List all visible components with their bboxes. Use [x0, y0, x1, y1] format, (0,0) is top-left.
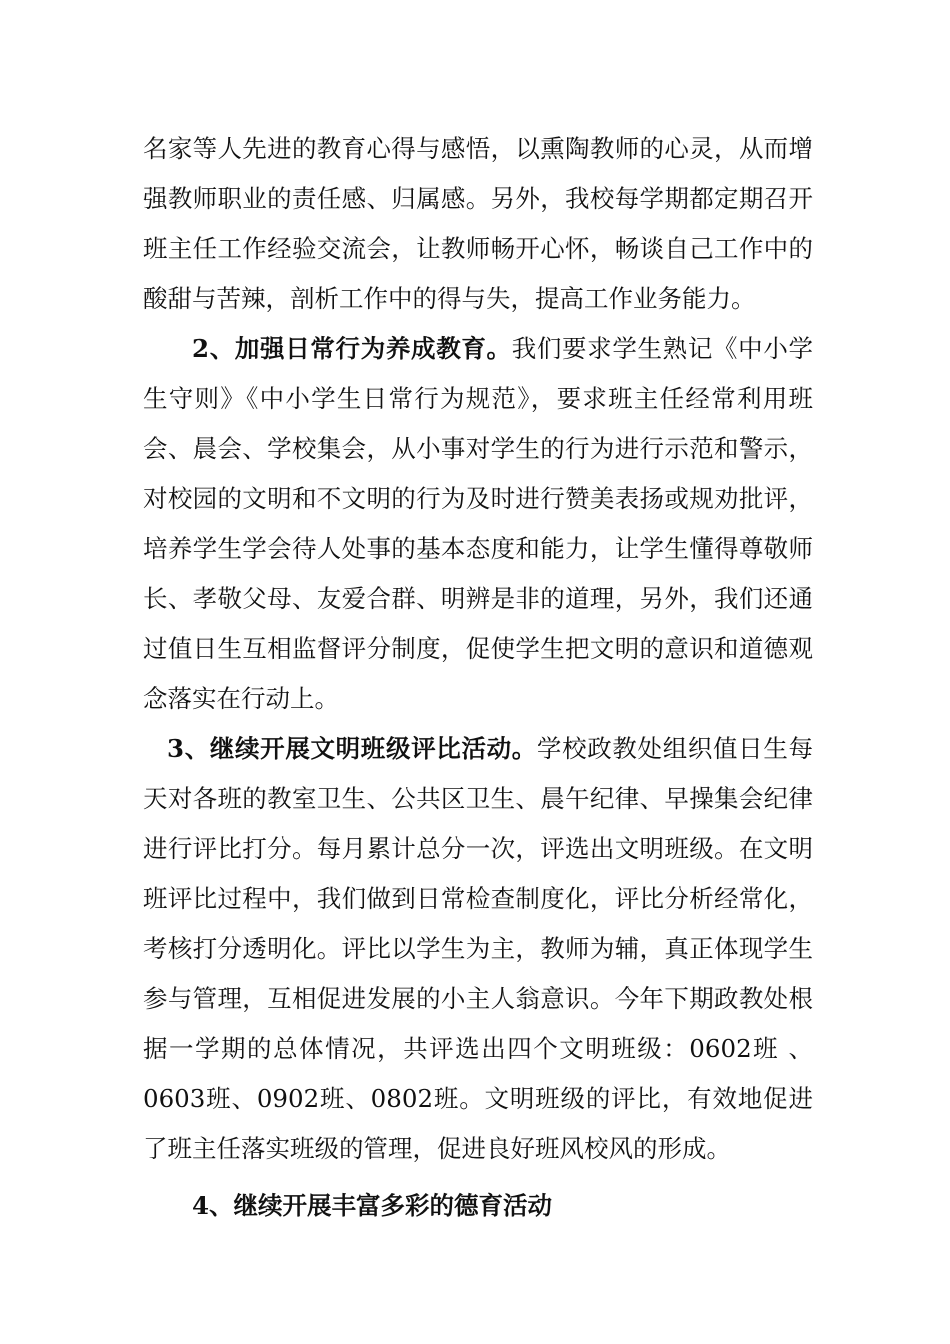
- section-heading-moral-activities: 4、继续开展丰富多彩的德育活动: [192, 1191, 553, 1220]
- section-heading-civilized-class: 3、继续开展文明班级评比活动。: [167, 734, 537, 763]
- paragraph-text: 我们要求学生熟记《中小学生守则》《中小学生日常行为规范》，要求班主任经常利用班会、晨会、学校集会，从小事对学生的行为进行示范和警示，对校园的文明和不文明的行为及时进行赞美表扬或规劝批评，培养学生学会待人处事的基本态度和能力，让学生懂得尊敬师长、孝敬父母、友爱合群、明辨是非的道理，另外，我们还通过值日生互相监督评分制度，促使学生把文明的意识和道德观念落实在行动上。: [143, 334, 813, 713]
- paragraph-moral-activities: [143, 1181, 813, 1231]
- paragraph-teacher-training: [143, 124, 813, 324]
- section-heading-daily-behavior: 2、加强日常行为养成教育。: [192, 334, 512, 363]
- paragraph-daily-behavior: [143, 324, 813, 724]
- document-body: [143, 124, 813, 1231]
- paragraph-civilized-class: [143, 724, 813, 1174]
- paragraph-text: 名家等人先进的教育心得与感悟，以熏陶教师的心灵，从而增强教师职业的责任感、归属感。另外，我校每学期都定期召开班主任工作经验交流会，让教师畅开心怀，畅谈自己工作中的酸甜与苦辣，剖析工作中的得与失，提高工作业务能力。: [143, 134, 813, 313]
- paragraph-text: 学校政教处组织值日生每天对各班的教室卫生、公共区卫生、晨午纪律、早操集会纪律进行评比打分。每月累计总分一次，评选出文明班级。在文明班评比过程中，我们做到日常检查制度化，评比分析经常化，考核打分透明化。评比以学生为主，教师为辅，真正体现学生参与管理，互相促进发展的小主人翁意识。今年下期政教处根据一学期的总体情况，共评选出四个文明班级：0602班 、0603班、0902班、0802班。文明班级的评比，有效地促进了班主任落实班级的管理，促进良好班风校风的形成。: [143, 734, 814, 1163]
